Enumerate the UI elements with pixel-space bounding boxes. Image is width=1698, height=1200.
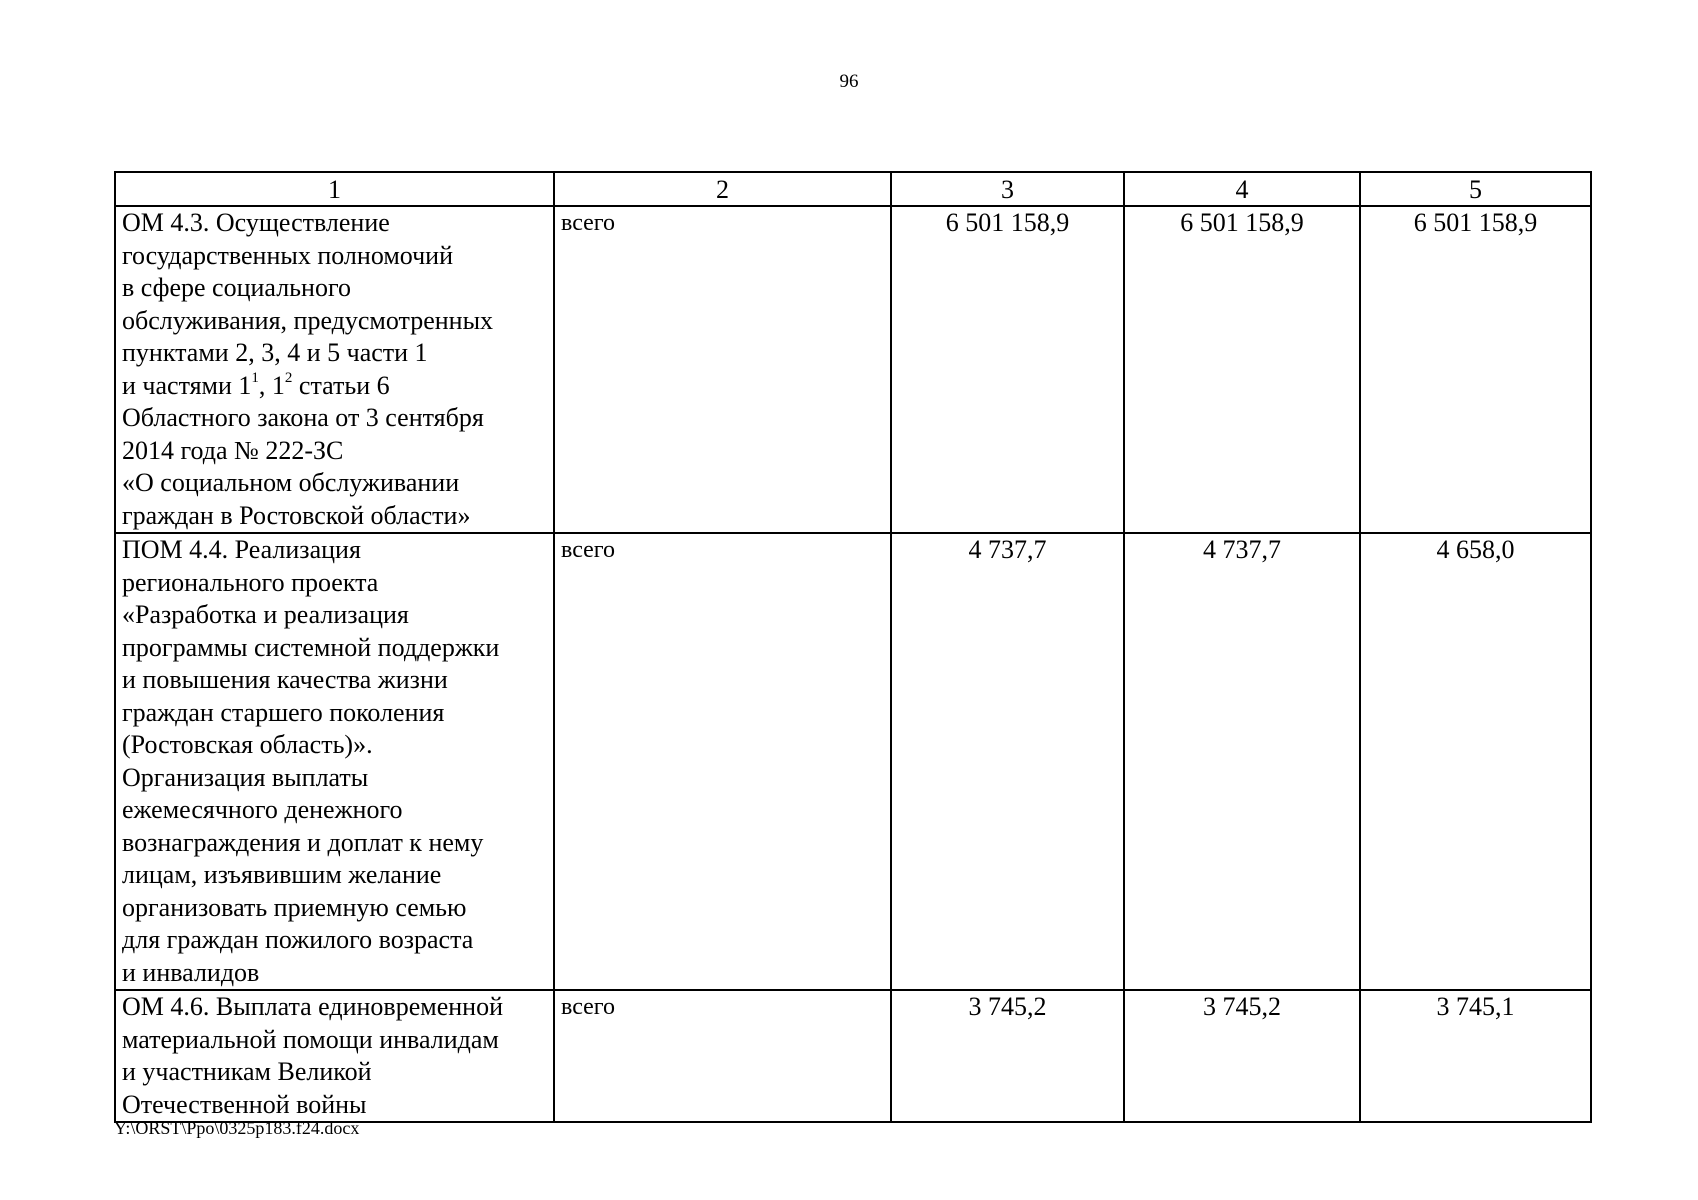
column-header: 1 [115, 172, 554, 206]
table-row [115, 990, 1591, 1122]
row-description [115, 533, 554, 990]
description-line: граждан в Ростовской области» [122, 500, 471, 530]
superscript: 1 [251, 369, 259, 386]
row-value-col3: 4 737,7 [891, 533, 1124, 990]
description-line: пунктами 2, 3, 4 и 5 части 1 [122, 338, 428, 367]
description-line: Областного закона от 3 сентября [122, 403, 484, 432]
column-header: 3 [891, 172, 1124, 206]
row-description [115, 990, 554, 1122]
description-fragment: и частями 1 [122, 370, 252, 400]
row-value-col4: 3 745,2 [1124, 990, 1360, 1122]
footer-file-path: Y:\ORST\Ppo\0325p183.f24.docx [114, 1118, 360, 1138]
description-line: регионального проекта [122, 567, 379, 597]
row-value-col4: 4 737,7 [1124, 533, 1360, 990]
description-line: материальной помощи инвалидам [122, 1024, 499, 1054]
description-line: ежемесячного денежного [122, 795, 403, 824]
table-header-row [115, 172, 1591, 206]
description-line: и повышения качества жизни [122, 665, 448, 694]
row-kind: всего [554, 533, 891, 990]
description-line: и участникам Великой [122, 1057, 372, 1086]
description-line: 2014 года № 222-ЗС [122, 435, 344, 465]
row-value-col5: 4 658,0 [1360, 533, 1591, 990]
table-row [115, 206, 1591, 533]
description-line: вознаграждения и доплат к нему [122, 827, 484, 857]
description-line: ПОМ 4.4. Реализация [122, 535, 361, 564]
description-line: ОМ 4.3. Осуществление [122, 208, 390, 237]
row-value-col5: 6 501 158,9 [1360, 206, 1591, 533]
description-fragment: , 1 [258, 370, 285, 400]
column-header: 5 [1360, 172, 1591, 206]
row-value-col4: 6 501 158,9 [1124, 206, 1360, 533]
column-header: 4 [1124, 172, 1360, 206]
description-line: в сфере социального [122, 273, 351, 302]
row-value-col3: 6 501 158,9 [891, 206, 1124, 533]
description-line: ОМ 4.6. Выплата единовременной [122, 992, 503, 1021]
description-line: обслуживания, предусмотренных [122, 305, 494, 335]
description-line: Организация выплаты [122, 762, 369, 792]
description-line-with-superscripts [122, 370, 547, 403]
budget-table [114, 171, 1592, 1123]
description-line: (Ростовская область)». [122, 730, 373, 759]
description-line: программы системной поддержки [122, 632, 500, 662]
description-line: организовать приемную семью [122, 892, 467, 922]
column-header: 2 [554, 172, 891, 206]
table-row [115, 533, 1591, 990]
description-line: для граждан пожилого возраста [122, 925, 474, 954]
row-description [115, 206, 554, 533]
page-number: 96 [839, 71, 859, 92]
description-line: лицам, изъявившим желание [122, 860, 442, 889]
row-kind: всего [554, 990, 891, 1122]
description-line: «О социальном обслуживании [122, 468, 460, 497]
description-fragment: статьи 6 [292, 370, 390, 400]
description-line: государственных полномочий [122, 240, 454, 270]
row-kind: всего [554, 206, 891, 533]
superscript: 2 [284, 369, 293, 386]
description-line: Отечественной войны [122, 1089, 367, 1119]
row-value-col5: 3 745,1 [1360, 990, 1591, 1122]
row-value-col3: 3 745,2 [891, 990, 1124, 1122]
description-line: «Разработка и реализация [122, 600, 409, 629]
description-line: и инвалидов [122, 957, 260, 987]
description-line: граждан старшего поколения [122, 697, 445, 727]
